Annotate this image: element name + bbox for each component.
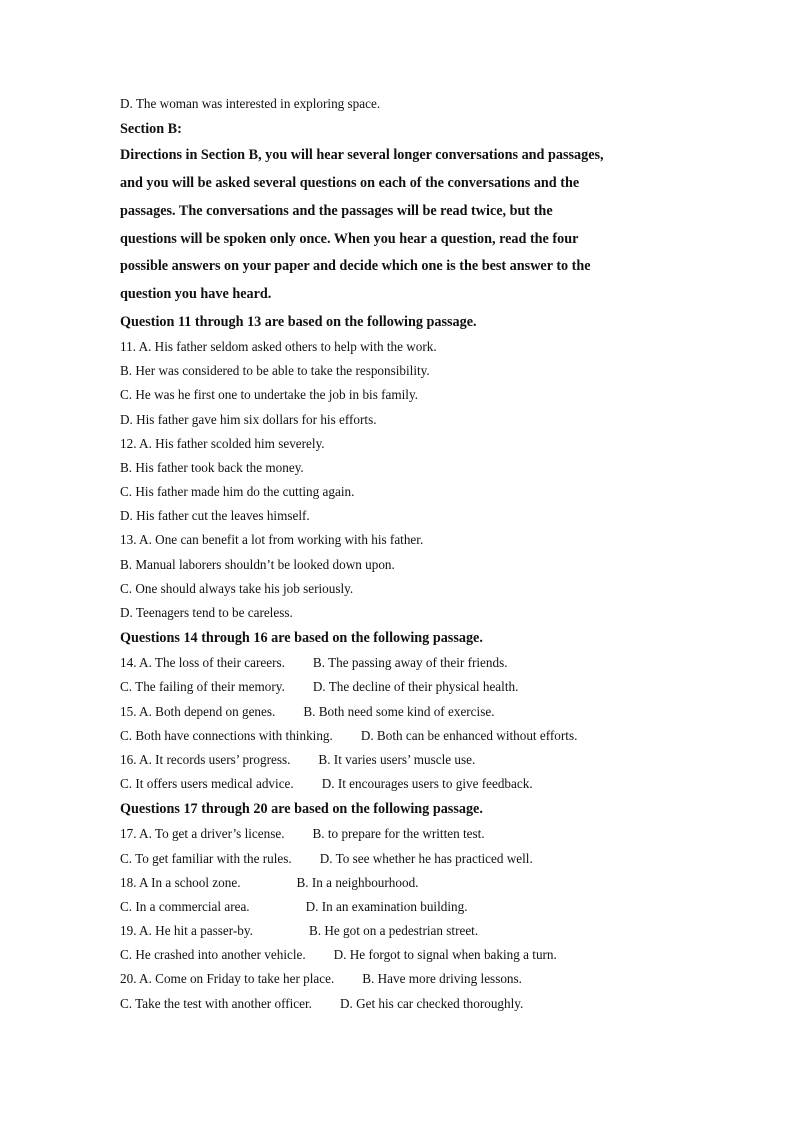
directions-line: Directions in Section B, you will hear several longer conversations and passages, xyxy=(120,147,604,164)
directions-line: possible answers on your paper and decide which one is the best answer to the xyxy=(120,258,591,275)
option-row xyxy=(120,822,680,846)
option-line: B. Her was considered to be able to take the responsibility. xyxy=(120,363,430,379)
directions-line: question you have heard. xyxy=(120,286,272,303)
directions-line: questions will be spoken only once. When you hear a question, read the four xyxy=(120,230,579,247)
option-row xyxy=(120,943,680,967)
option-line: C. He was he first one to undertake the job in bis family. xyxy=(120,387,418,403)
option-row xyxy=(120,748,680,772)
option-line: D. The woman was interested in exploring space. xyxy=(120,96,381,111)
option-right: B. It varies users’ muscle use. xyxy=(318,751,476,767)
option-left: C. To get familiar with the rules. xyxy=(120,850,292,866)
option-line: 11. A. His father seldom asked others to help with the work. xyxy=(120,338,437,354)
option-row xyxy=(120,724,680,748)
option-row xyxy=(120,871,680,895)
option-left: 19. A. He hit a passer-by. xyxy=(120,923,253,939)
option-line: C. His father made him do the cutting again. xyxy=(120,484,355,500)
directions-line: and you will be asked several questions on each of the conversations and the xyxy=(120,174,580,191)
option-right: D. Both can be enhanced without efforts. xyxy=(360,727,578,743)
option-right: B. Both need some kind of exercise. xyxy=(303,703,495,719)
option-left: 17. A. To get a driver’s license. xyxy=(120,826,285,842)
option-row xyxy=(120,992,680,1016)
option-left: 14. A. The loss of their careers. xyxy=(120,655,285,671)
option-line: B. His father took back the money. xyxy=(120,459,304,475)
option-right: D. Get his car checked thoroughly. xyxy=(339,995,524,1011)
option-right: D. The decline of their physical health. xyxy=(312,679,519,695)
option-right: D. In an examination building. xyxy=(305,898,468,914)
option-right: B. The passing away of their friends. xyxy=(312,655,508,671)
option-right: D. He forgot to signal when baking a turn. xyxy=(333,947,557,963)
question-group-header: Question 11 through 13 are based on the following passage. xyxy=(120,313,477,330)
option-right: B. Have more driving lessons. xyxy=(362,971,522,987)
option-left: C. The failing of their memory. xyxy=(120,679,285,695)
option-right: D. To see whether he has practiced well. xyxy=(319,850,533,866)
option-left: C. He crashed into another vehicle. xyxy=(120,947,306,963)
option-right: B. He got on a pedestrian street. xyxy=(308,923,479,939)
option-left: C. In a commercial area. xyxy=(120,898,250,914)
option-left: 18. A In a school zone. xyxy=(120,874,241,890)
option-line: D. His father gave him six dollars for his efforts. xyxy=(120,411,377,427)
option-row xyxy=(120,675,680,699)
option-line: B. Manual laborers shouldn’t be looked down upon. xyxy=(120,556,395,572)
option-row xyxy=(120,967,680,991)
section-title: Section B: xyxy=(120,121,182,138)
option-line: 13. A. One can benefit a lot from working with his father. xyxy=(120,532,424,548)
option-row xyxy=(120,700,680,724)
option-left: C. Both have connections with thinking. xyxy=(120,727,333,743)
option-row xyxy=(120,772,680,796)
option-line: C. One should always take his job seriously. xyxy=(120,580,354,596)
question-group-header: Questions 17 through 20 are based on the following passage. xyxy=(120,801,483,818)
option-left: C. Take the test with another officer. xyxy=(120,995,312,1011)
option-right: D. It encourages users to give feedback. xyxy=(321,776,533,792)
directions-paragraph xyxy=(120,142,680,309)
option-right: B. to prepare for the written test. xyxy=(312,826,485,842)
option-row xyxy=(120,919,680,943)
option-right: B. In a neighbourhood. xyxy=(296,874,419,890)
option-left: 20. A. Come on Friday to take her place. xyxy=(120,971,335,987)
directions-line: passages. The conversations and the passages will be read twice, but the xyxy=(120,202,553,219)
option-line: D. His father cut the leaves himself. xyxy=(120,508,310,524)
document-content xyxy=(120,92,680,1016)
option-line: 12. A. His father scolded him severely. xyxy=(120,435,325,451)
option-row xyxy=(120,847,680,871)
option-row xyxy=(120,651,680,675)
option-left: C. It offers users medical advice. xyxy=(120,776,294,792)
question-group-header: Questions 14 through 16 are based on the following passage. xyxy=(120,630,483,647)
option-left: 15. A. Both depend on genes. xyxy=(120,703,276,719)
option-row xyxy=(120,895,680,919)
option-line: D. Teenagers tend to be careless. xyxy=(120,605,293,621)
option-left: 16. A. It records users’ progress. xyxy=(120,751,291,767)
